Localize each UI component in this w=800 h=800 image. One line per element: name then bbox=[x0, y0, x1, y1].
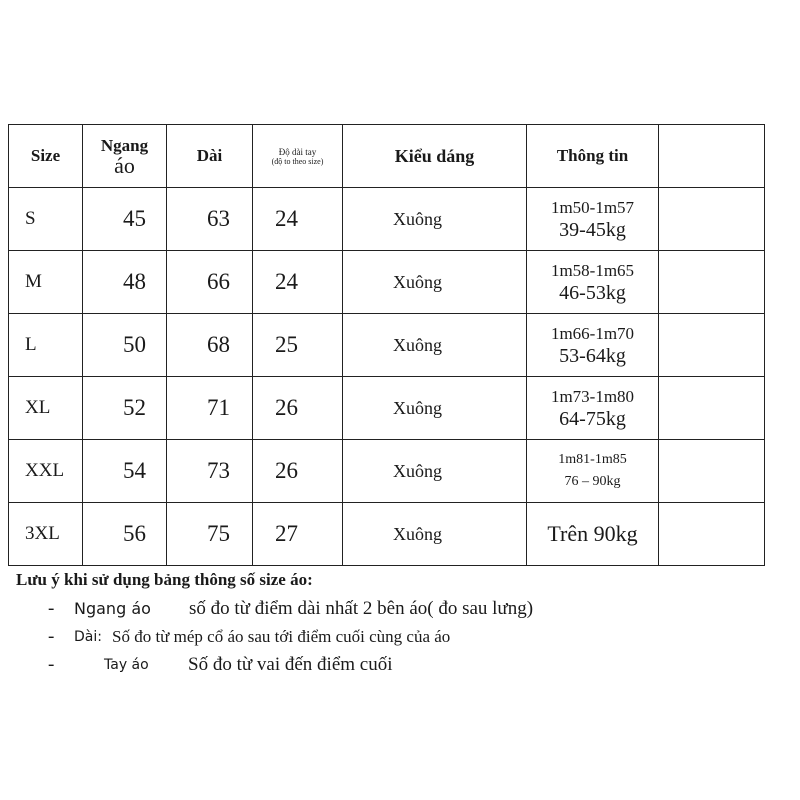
cell-info bbox=[527, 377, 659, 440]
cell-extra bbox=[659, 377, 765, 440]
header-thong-tin: Thông tin bbox=[527, 125, 659, 188]
header-ngang-ao bbox=[83, 125, 167, 188]
info-height: 1m81-1m85 bbox=[558, 452, 627, 467]
cell-ngang: 52 bbox=[83, 377, 167, 440]
table-row bbox=[9, 503, 765, 566]
header-size: Size bbox=[9, 125, 83, 188]
cell-extra bbox=[659, 440, 765, 503]
notes-title: Lưu ý khi sử dụng bảng thông số size áo: bbox=[16, 570, 313, 589]
cell-dai: 63 bbox=[167, 188, 253, 251]
note-item-dai bbox=[16, 624, 786, 652]
cell-tay: 25 bbox=[253, 314, 343, 377]
note-term: Tay áo bbox=[104, 657, 149, 673]
note-dash: - bbox=[48, 598, 55, 619]
cell-extra bbox=[659, 188, 765, 251]
info-weight: 64-75kg bbox=[559, 408, 626, 430]
cell-info bbox=[527, 440, 659, 503]
cell-info bbox=[527, 503, 659, 566]
table-header-row bbox=[9, 125, 765, 188]
cell-size: M bbox=[9, 251, 83, 314]
info-weight: 39-45kg bbox=[559, 219, 626, 241]
info-height: 1m50-1m57 bbox=[550, 198, 635, 217]
cell-ngang: 56 bbox=[83, 503, 167, 566]
cell-size: XL bbox=[9, 377, 83, 440]
cell-extra bbox=[659, 251, 765, 314]
cell-dai: 71 bbox=[167, 377, 253, 440]
info-height: 1m73-1m80 bbox=[550, 387, 635, 406]
cell-kieu: Xuông bbox=[343, 314, 527, 377]
note-term: Ngang áo bbox=[74, 599, 151, 618]
cell-ngang: 50 bbox=[83, 314, 167, 377]
cell-kieu: Xuông bbox=[343, 503, 527, 566]
header-extra bbox=[659, 125, 765, 188]
cell-kieu: Xuông bbox=[343, 251, 527, 314]
cell-tay: 26 bbox=[253, 440, 343, 503]
cell-kieu: Xuông bbox=[343, 440, 527, 503]
cell-tay: 24 bbox=[253, 188, 343, 251]
cell-tay: 27 bbox=[253, 503, 343, 566]
cell-ngang: 54 bbox=[83, 440, 167, 503]
header-do-dai-tay bbox=[253, 125, 343, 188]
info-weight: Trên 90kg bbox=[547, 521, 638, 546]
cell-ngang: 45 bbox=[83, 188, 167, 251]
table-row bbox=[9, 188, 765, 251]
cell-tay: 24 bbox=[253, 251, 343, 314]
info-height: 1m66-1m70 bbox=[550, 324, 635, 343]
cell-kieu: Xuông bbox=[343, 377, 527, 440]
header-ngang-line1: Ngang bbox=[100, 136, 149, 155]
table-row bbox=[9, 440, 765, 503]
header-tay-line1: Độ dài tay bbox=[278, 146, 317, 157]
note-item-tay-ao bbox=[16, 652, 786, 680]
table-row bbox=[9, 314, 765, 377]
header-kieu-dang: Kiểu dáng bbox=[343, 125, 527, 188]
cell-dai: 68 bbox=[167, 314, 253, 377]
cell-size: S bbox=[9, 188, 83, 251]
size-chart-table bbox=[8, 124, 765, 566]
cell-dai: 73 bbox=[167, 440, 253, 503]
note-desc: số đo từ điểm dài nhất 2 bên áo( đo sau lưng) bbox=[189, 598, 534, 619]
cell-extra bbox=[659, 314, 765, 377]
cell-dai: 66 bbox=[167, 251, 253, 314]
info-height: 1m58-1m65 bbox=[550, 261, 635, 280]
cell-size: L bbox=[9, 314, 83, 377]
cell-tay: 26 bbox=[253, 377, 343, 440]
cell-size: 3XL bbox=[9, 503, 83, 566]
cell-info bbox=[527, 314, 659, 377]
cell-dai: 75 bbox=[167, 503, 253, 566]
info-weight: 46-53kg bbox=[559, 282, 626, 304]
header-ngang-line2: áo bbox=[114, 153, 135, 178]
note-item-ngang-ao bbox=[16, 596, 786, 624]
cell-info bbox=[527, 188, 659, 251]
cell-extra bbox=[659, 503, 765, 566]
cell-ngang: 48 bbox=[83, 251, 167, 314]
note-desc: Số đo từ vai đến điểm cuối bbox=[188, 654, 393, 675]
info-weight: 53-64kg bbox=[559, 345, 626, 367]
size-notes bbox=[16, 570, 786, 680]
info-weight: 76 – 90kg bbox=[564, 474, 621, 489]
header-tay-line2: (độ to theo size) bbox=[271, 156, 324, 166]
note-dash: - bbox=[48, 654, 55, 675]
note-desc: Số đo từ mép cổ áo sau tới điểm cuối cùng của áo bbox=[112, 627, 451, 646]
cell-size: XXL bbox=[9, 440, 83, 503]
note-dash: - bbox=[48, 626, 55, 647]
cell-kieu: Xuông bbox=[343, 188, 527, 251]
cell-info bbox=[527, 251, 659, 314]
note-term: Dài: bbox=[74, 629, 102, 645]
table-row bbox=[9, 251, 765, 314]
header-dai: Dài bbox=[167, 125, 253, 188]
table-row bbox=[9, 377, 765, 440]
